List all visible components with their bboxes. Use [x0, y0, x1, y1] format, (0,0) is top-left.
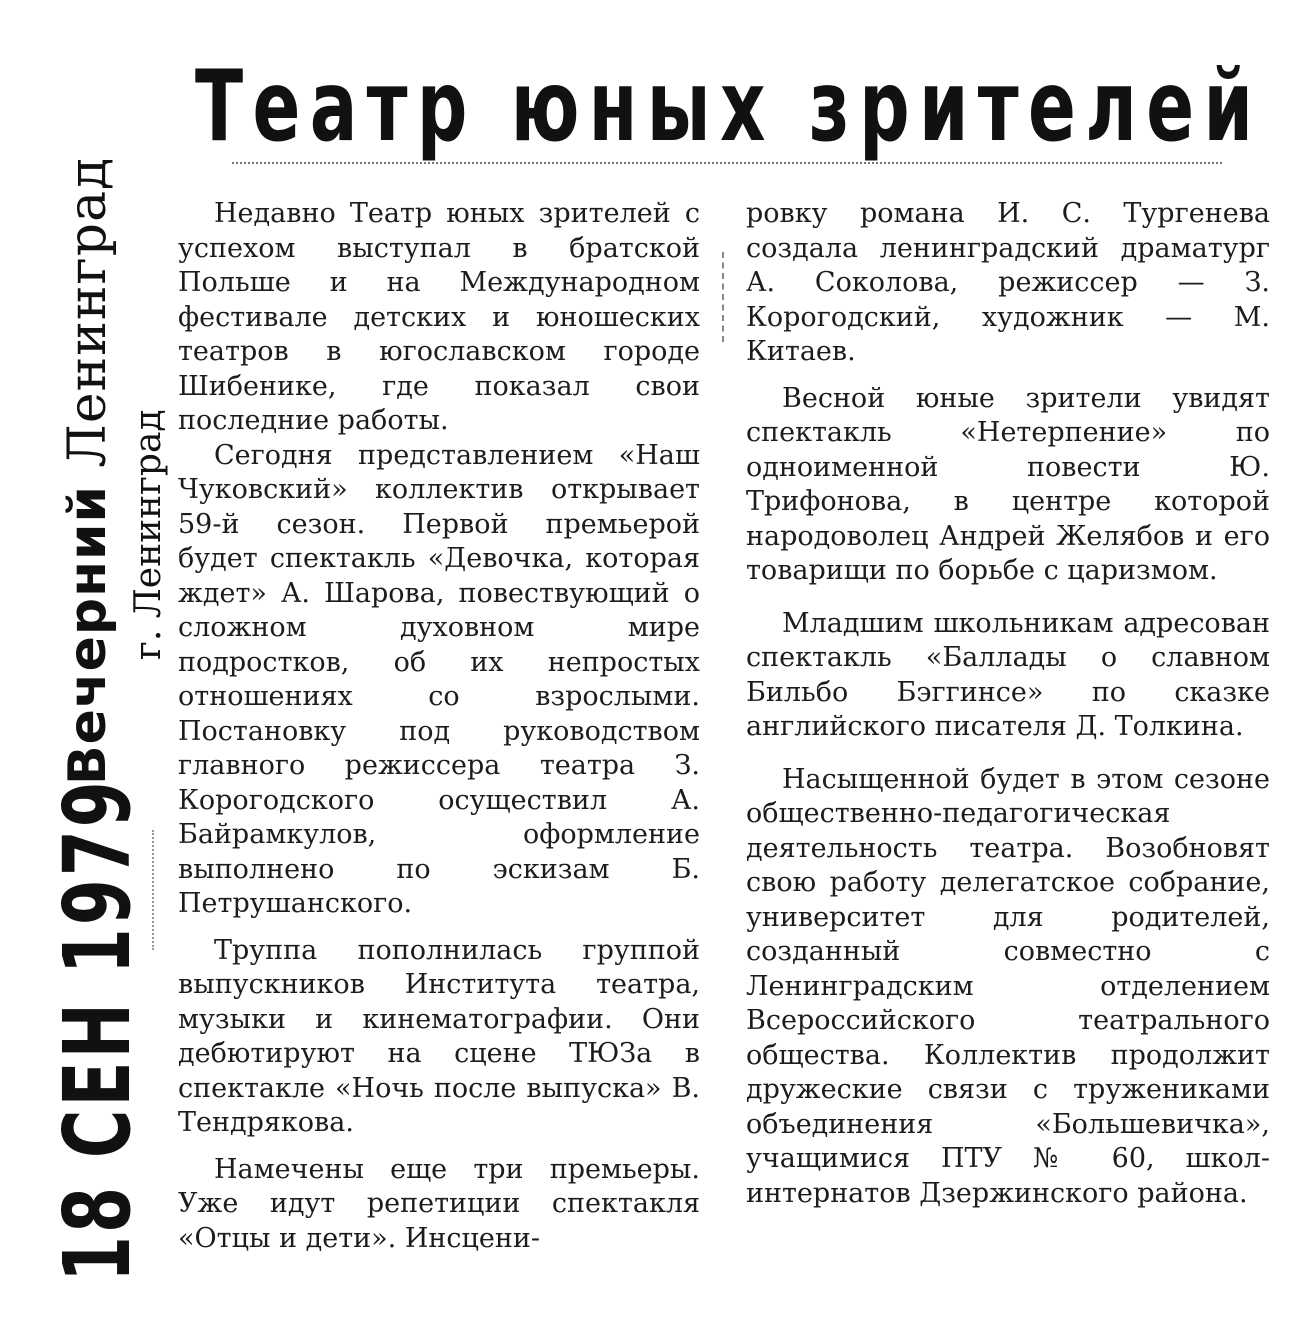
- city-stamp: г. Ленинград: [128, 409, 169, 660]
- paragraph: Труппа пополнилась группой выпускников Института театра, музыки и кинематографии. Они дебютируют на сцене ТЮЗа в спектакле «Ночь после выпуска» В. Тендрякова.: [178, 934, 700, 1138]
- paragraph: Сегодня представлением «Наш Чуковский» коллектив открывает 59-й сезон. Первой премьерой будет спектакль «Девочка, которая ждет» А. Шарова, повествующий о сложном духовном мире подростков, об их непростых отношениях со взрослыми. Постановку под руководством главного режиссера театра З. Корогодского осуществил А. Байрамкулов, оформление выполнено по эскизам Б. Петрушанского.: [178, 439, 700, 919]
- paragraph: Недавно Театр юных зрителей с успехом выступал в братской Польше и на Международном фестивале детских и юношеских театров в югославском городе Шибенике, где показал свои последние работы.: [178, 198, 700, 436]
- paragraph: Младшим школьникам адресован спектакль «Баллады о славном Бильбо Бэггинсе» по сказке английского писателя Д. Толкина.: [746, 607, 1270, 742]
- paragraph: ровку романа И. С. Тургенева создала ленинградский драматург А. Соколова, режиссер — З. Корогодский, художник — М. Китаев.: [746, 198, 1270, 367]
- article-column-1: [178, 197, 700, 1256]
- paragraph: Намечены еще три премьеры. Уже идут репетиции спектакля «Отцы и дети». Инсцени-: [178, 1153, 700, 1254]
- article-column-2: [746, 197, 1270, 1211]
- paragraph: Весной юные зрители увидят спектакль «Нетерпение» по одноименной повести Ю. Трифонова, в центре которой народоволец Андрей Желябов и его товарищи по борьбе с царизмом.: [746, 382, 1270, 586]
- date-stamp-text: 18 СЕН 1979: [44, 778, 151, 1282]
- paragraph: Насыщенной будет в этом сезоне общественно-педагогическая деятельность театра. Возобновят свою работу делегатское собрание, университет для родителей, созданный совместно с Ленинградским отделением Всероссийского театрального общества. Коллектив продолжит дружеские связи с тружениками объединения «Большевичка», учащимися ПТУ № 60, школ-интернатов Дзержинского района.: [746, 763, 1270, 1209]
- headline-rule: [232, 162, 1222, 164]
- headline: Театр юных зрителей: [195, 50, 1263, 164]
- column-divider: [722, 252, 724, 342]
- date-stamp: [44, 583, 151, 1283]
- newspaper-name-first: Вечерний: [58, 485, 118, 785]
- margin-mark: [152, 830, 154, 950]
- newspaper-name-second: Ленинград: [58, 156, 118, 468]
